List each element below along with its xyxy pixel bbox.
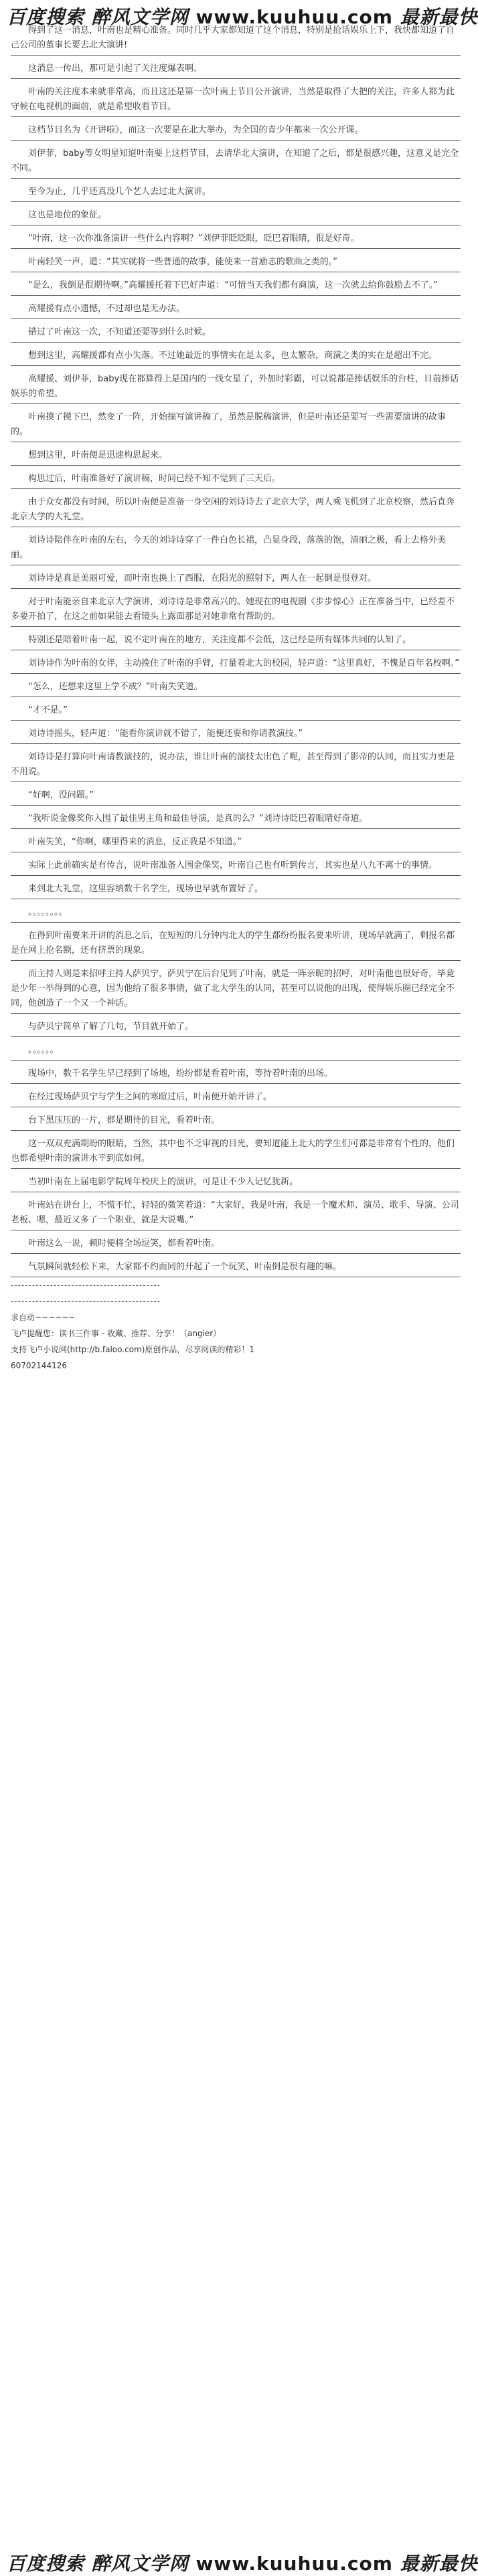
paragraph: 想到这里，高耀援都有点小失落。不过她最近的事情实在是太多，也太繁杂，商演之类的实在是超出不完。 <box>11 343 461 366</box>
paragraph: 与萨贝宁简单了解了几句，节目就开始了。 <box>11 1014 461 1037</box>
paragraph: “才不是。” <box>11 697 461 721</box>
paragraph: 当初叶南在上届电影学院周年校庆上的演讲，可是让不少人记忆犹新。 <box>11 1169 461 1192</box>
paragraph: “叶南，这一次你准备演讲一些什么内容啊？”刘伊菲眨眨眼，眨巴着眼睛，很是好奇。 <box>11 225 461 249</box>
paragraph: 。。。。。。 <box>11 1037 461 1061</box>
banner-name: 醉风文学网 <box>91 2553 189 2575</box>
banner-tagline: 最新最快 <box>400 2553 478 2575</box>
paragraph: 想到这里，叶南便是迅速构思起来。 <box>11 442 461 466</box>
paragraph: 这消息一传出，那可是引起了关注度爆表啊。 <box>11 56 461 79</box>
paragraph: 现场中，数千名学生早已经到了场地，纷纷都是看着叶南，等待着叶南的出场。 <box>11 1061 461 1084</box>
footer-support[interactable]: 支持飞卢小说网(http://b.faloo.com)原创作品，尽享阅读的精彩！1 <box>11 1345 255 1354</box>
banner-brand: 百度搜索 <box>7 6 85 28</box>
banner-url[interactable]: www.kuuhuu.com <box>195 6 393 28</box>
paragraph: 刘诗诗是打算向叶南请教演技的，说办法，谁让叶南的演技太出色了呢，甚至得到了影帝的认同，而且实力更是不用说。 <box>11 744 461 782</box>
footer-request: 求自动~~~~~~ <box>11 1313 76 1322</box>
paragraph: “是么，我倒是很期待啊。”高耀援托着下巴好声道：“可惜当天我们都有商演，这一次就去给你鼓励去不了。” <box>11 272 461 296</box>
paragraph: 得到了这一消息，叶南也是精心准备。同时几乎大家都知道了这个消息，特别是抢话娱乐上下，我快都知道了自己公司的董事长要去北大演讲! <box>11 17 461 56</box>
paragraph: 实际上此前确实是有传言，说叶南准备入围金像奖，叶南自己也有听到传言，其实也是八九不离十的事情。 <box>11 852 461 876</box>
paragraph: 而主持人则是来招呼主持人萨贝宁，萨贝宁在后台见到了叶南，就是一阵亲昵的招呼，对叶南他也很好奇，毕竟是少年一举得到的心意，因为他给了很多事情，做了北大学生的认同，甚至可以说他的出现，使得娱乐圈已经完全不同，他创造了一个又一个神话。 <box>11 961 461 1014</box>
footer-divider: ------------------------------------------ <box>11 1297 161 1306</box>
paragraph: 叶南这么一说，顿时便将全场逗笑，都看着叶南。 <box>11 1230 461 1254</box>
footer-code: 60702144126 <box>11 1361 67 1370</box>
paragraph: 。。。。。。。。 <box>11 899 461 923</box>
paragraph: 刘诗诗摇头，轻声道：“能看你演讲就不错了，能便还要和你请教演技。” <box>11 721 461 744</box>
paragraph: 叶南站在讲台上，不慌不忙，轻轻的微笑着道：“大家好，我是叶南，我是一个魔术师、演员、歌手、导演、公司老板、嗯，最近又多了一个职业，就是大说嘴。” <box>11 1192 461 1230</box>
paragraph: 刘诗诗陪伴在叶南的左右，今天的刘诗诗穿了一件白色长裙，凸显身段，落落的饱，清丽之极，看上去格外美丽。 <box>11 527 461 565</box>
banner-tagline: 最新最快 <box>400 6 478 28</box>
paragraph: 在得到叶南要来开讲的消息之后，在短短的几分钟内北大的学生都纷纷报名要来听讲，现场早就满了，剩报名都是在网上抢名额，还有挤票的现象。 <box>11 923 461 961</box>
paragraph: 叶南失笑，“你啊，哪里得来的消息，反正我是不知道。” <box>11 829 461 852</box>
paragraph: “怎么，还想来这里上学不成？”叶南失笑道。 <box>11 674 461 697</box>
article-body <box>11 17 461 1374</box>
paragraph: 台下黑压压的一片，都是期待的目光，看着叶南。 <box>11 1107 461 1131</box>
paragraph: “好啊，没问题。” <box>11 782 461 806</box>
paragraph: 高耀援、刘伊菲，baby现在都算得上是国内的一线女星了，外加时彩霸，可以说都是捧话娱乐的台柱，目前捧话娱乐的希望。 <box>11 366 461 404</box>
paragraph: 这一双双充满期盼的眼睛，当然，其中也不乏审视的目光，要知道能上北大的学生们可都是非常有个性的，他们也都希望叶南的演讲水平到底如何。 <box>11 1131 461 1169</box>
paragraph: 来到北大礼堂，这里容纳数千名学生，现场也早就布置好了。 <box>11 876 461 899</box>
banner-brand: 百度搜索 <box>7 2553 85 2575</box>
paragraph: 气氛瞬间就轻松下来，大家都不约而同的开起了一个玩笑，叶南倒是很有趣的嘛。 <box>11 1254 461 1277</box>
paragraph: 至今为止，几乎还真没几个艺人去过北大演讲。 <box>11 179 461 202</box>
footer-banner <box>0 2547 478 2576</box>
paragraph: 这也是地位的象征。 <box>11 202 461 225</box>
paragraph: 错过了叶南这一次，不知道还要等到什么时候。 <box>11 319 461 343</box>
paragraph: 叶南轻笑一声，道：“其实就将一些普通的故事，能使来一首励志的歌曲之类的。” <box>11 249 461 272</box>
paragraph: “我听说金像奖你入围了最佳男主角和最佳导演，是真的么？”刘诗诗眨巴着眼睛好奇道。 <box>11 806 461 829</box>
paragraph: 叶南的关注度本来就非常高，而且这还是第一次叶南上节目公开演讲，当然是取得了大把的关注，许多人都为此守候在电视机的面前，就是希望收看节目。 <box>11 79 461 117</box>
paragraph: 高耀援有点小遗憾，不过却也是无办法。 <box>11 296 461 319</box>
paragraph: 刘伊菲，baby等女明星知道叶南要上这档节目，去请华北大演讲，在知道了之后，都是很感兴趣，这意义是完全不同。 <box>11 141 461 179</box>
banner-url[interactable]: www.kuuhuu.com <box>195 2553 393 2575</box>
paragraph: 构思过后，叶南准备好了演讲稿，时间已经不知不觉到了三天后。 <box>11 466 461 489</box>
paragraph: 刘诗诗作为叶南的女伴，主动挽住了叶南的手臂，打量着北大的校园，轻声道：“这里真好，不愧是百年名校啊。” <box>11 650 461 674</box>
paragraph: 叶南摸了摸下巴，然变了一阵，开始揣写演讲稿了，虽然是脱稿演讲，但是叶南还是要写一些需要演讲的故事的。 <box>11 404 461 442</box>
paragraph: 在经过现场萨贝宁与学生之间的寒暄过后，叶南便开始开讲了。 <box>11 1084 461 1107</box>
paragraph: 刘诗诗是真是美丽可爱，而叶南也换上了西服，在阳光的照射下，两人在一起倒是很登对。 <box>11 565 461 589</box>
banner-name: 醉风文学网 <box>91 6 189 28</box>
footer-promo: 飞卢提醒您：读书三件事 - 收藏、推荐、分享！（angier） <box>11 1329 222 1338</box>
paragraph: 对于叶南能亲自来北京大学演讲，刘诗诗是非常高兴的。她现在的电视剧《步步惊心》正在准备当中，已经差不多要开拍了，在这之前如果能去看镜头上露面那是对她非常有帮助的。 <box>11 589 461 627</box>
paragraph: 特别还是陪着叶南一起，说不定叶南在的地方，关注度都不会低，这已经是所有媒体共同的认知了。 <box>11 627 461 650</box>
paragraph: 由于众女都没有时间，所以叶南便是准备一身空闲的刘诗诗去了北京大学，两人乘飞机到了北京校察，然后直奔北京大学的大礼堂。 <box>11 489 461 527</box>
footer-divider: ------------------------------------------ <box>11 1281 161 1290</box>
footer-banner-text <box>7 2549 478 2576</box>
paragraph: 这档节目名为《开讲啦》，而这一次要是在北大举办，为全国的青少年都来一次公开课。 <box>11 117 461 141</box>
